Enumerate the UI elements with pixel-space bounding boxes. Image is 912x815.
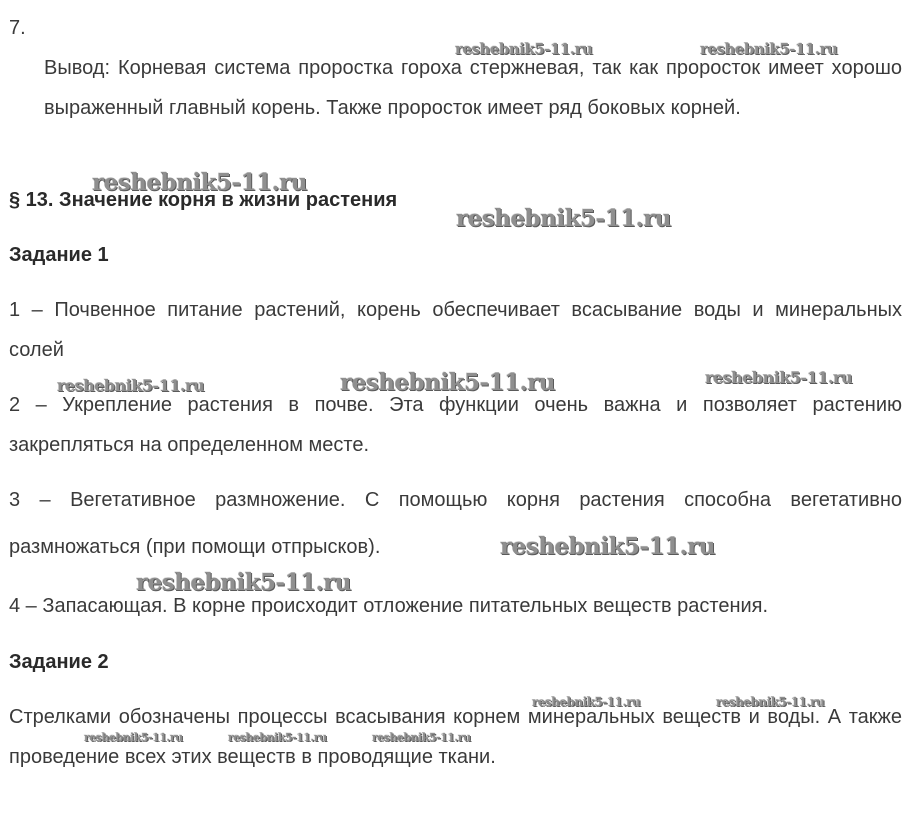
watermark: reshebnik5-11.ru bbox=[455, 40, 593, 58]
watermark: reshebnik5-11.ru bbox=[716, 695, 825, 709]
task1-item-4: 4 – Запасающая. В корне происходит отложение питательных веществ растения. bbox=[9, 595, 769, 617]
watermark: reshebnik5-11.ru bbox=[92, 169, 307, 196]
task2-title: Задание 2 bbox=[9, 651, 109, 673]
task1-title: Задание 1 bbox=[9, 244, 109, 266]
watermark: reshebnik5-11.ru bbox=[84, 731, 183, 744]
watermark: reshebnik5-11.ru bbox=[57, 376, 205, 395]
task1-item-1: 1 – Почвенное питание растений, корень обеспечивает всасывание воды и минеральных солей bbox=[9, 299, 902, 361]
conclusion-paragraph: Вывод: Корневая система проростка гороха стержневая, так как проросток имеет хорошо выраженный главный корень. Также проросток имеет ряд боковых корней. bbox=[44, 57, 902, 119]
task2-text: Стрелками обозначены процессы всасывания корнем минеральных веществ и воды. А также проведение всех этих веществ в проводящие ткани. bbox=[9, 706, 902, 768]
watermark: reshebnik5-11.ru bbox=[372, 731, 471, 744]
task1-item-3-cont: размножаться (при помощи отпрысков). bbox=[9, 536, 381, 558]
watermark: reshebnik5-11.ru bbox=[456, 205, 671, 232]
watermark: reshebnik5-11.ru bbox=[500, 533, 715, 560]
section-title: § 13. Значение корня в жизни растения bbox=[9, 189, 398, 211]
item-number: 7. bbox=[9, 17, 26, 39]
watermark: reshebnik5-11.ru bbox=[700, 40, 838, 58]
watermark: reshebnik5-11.ru bbox=[136, 569, 351, 596]
watermark: reshebnik5-11.ru bbox=[532, 695, 641, 709]
task1-item-3: 3 – Вегетативное размножение. С помощью корня растения способна вегетативно bbox=[9, 489, 902, 511]
watermark: reshebnik5-11.ru bbox=[228, 731, 327, 744]
watermark: reshebnik5-11.ru bbox=[340, 369, 555, 396]
task1-item-2: 2 – Укрепление растения в почве. Эта функции очень важна и позволяет растению закрепляться на определенном месте. bbox=[9, 394, 902, 456]
watermark: reshebnik5-11.ru bbox=[705, 368, 853, 387]
